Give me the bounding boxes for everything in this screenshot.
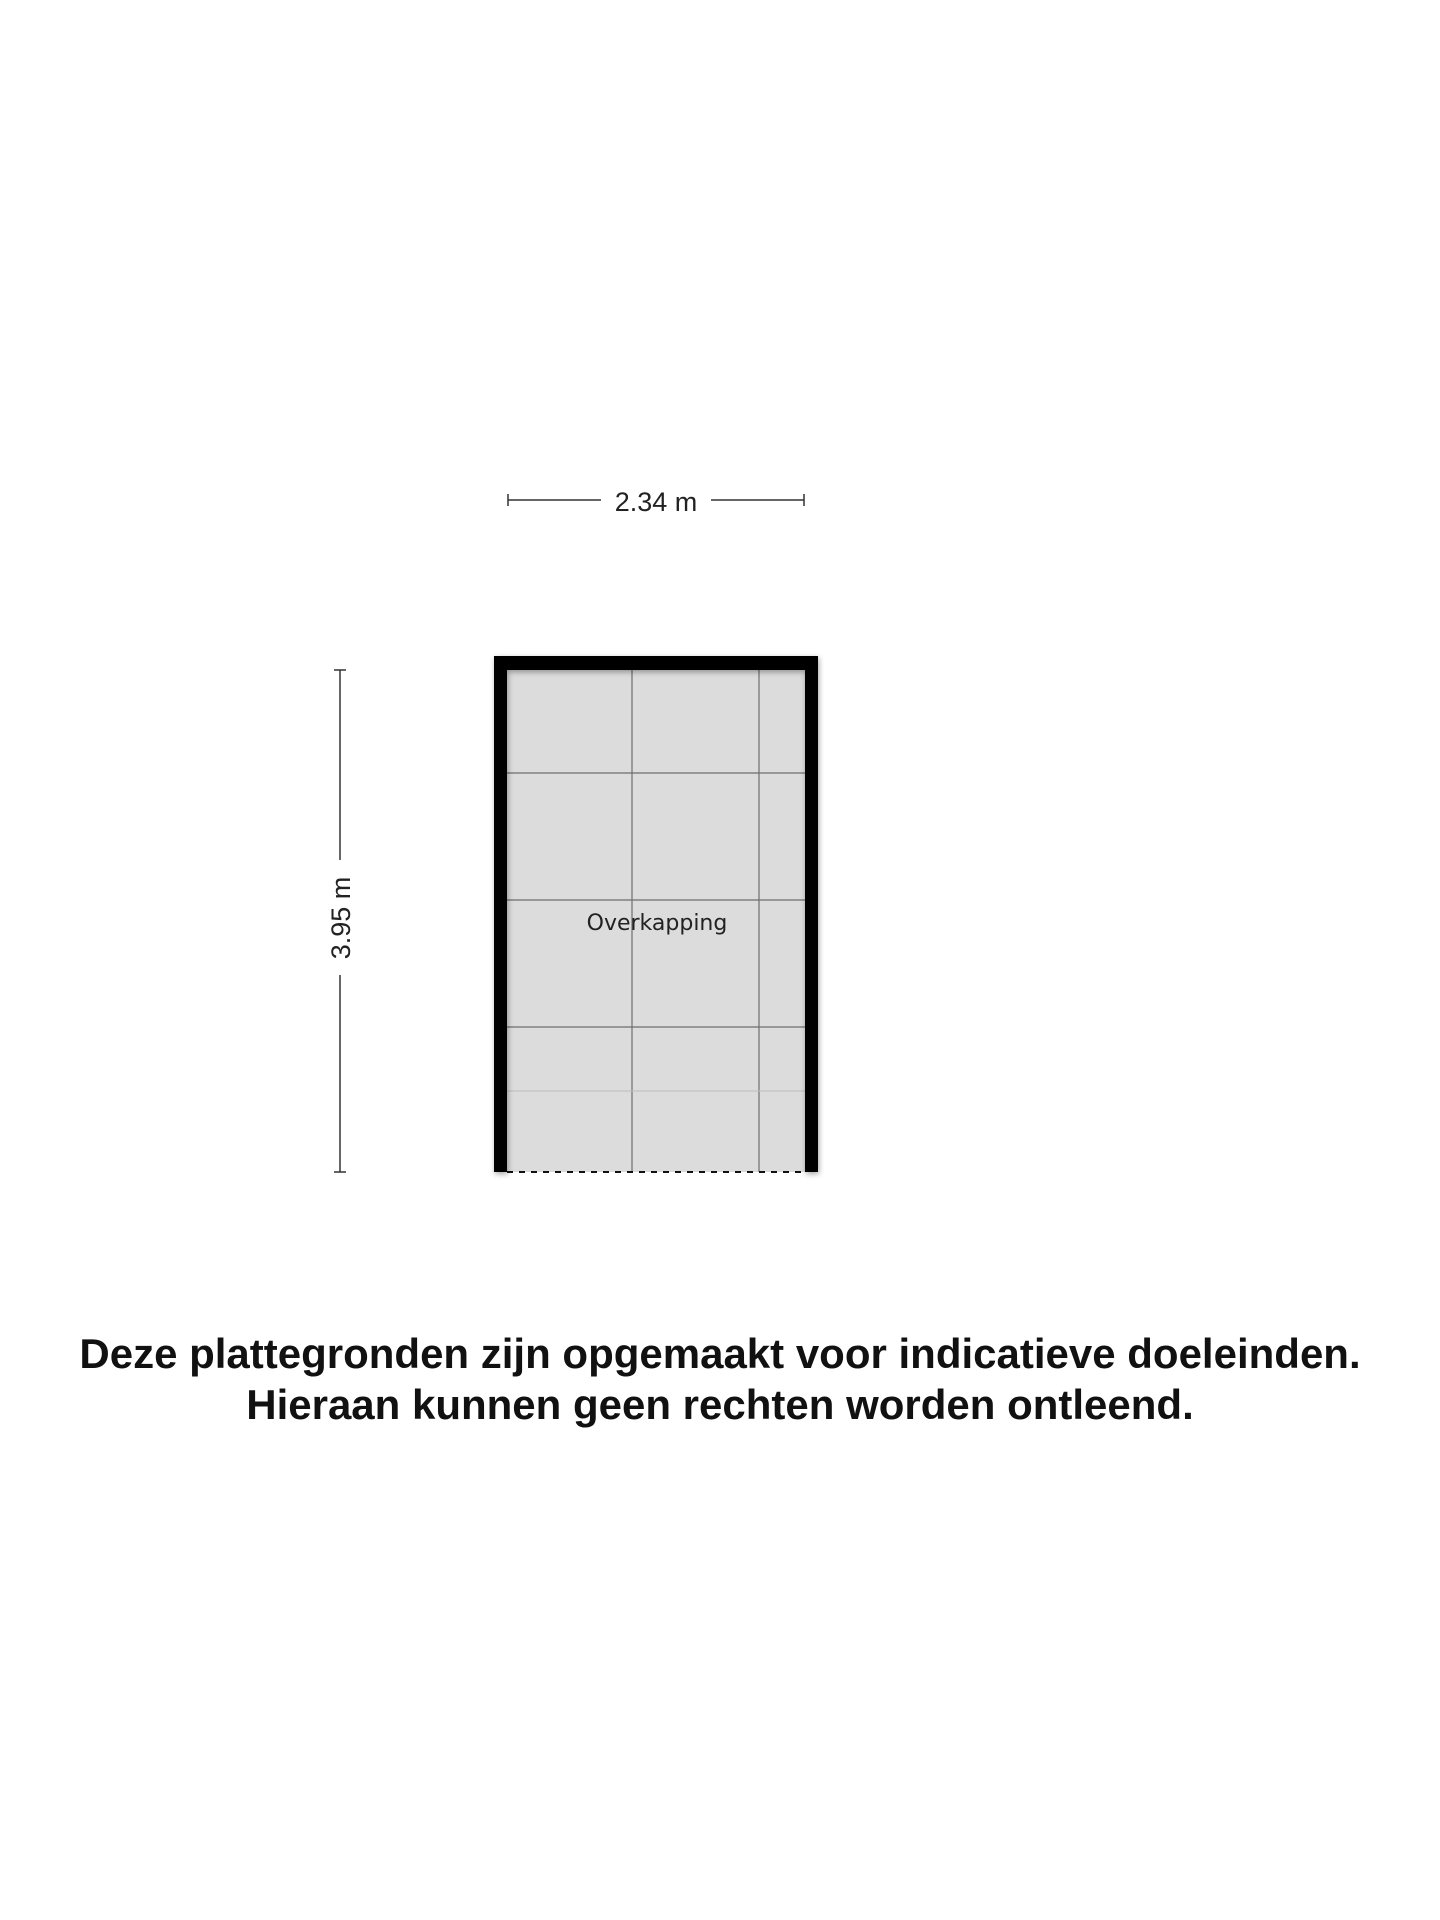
disclaimer-line-2: Hieraan kunnen geen rechten worden ontleend. — [246, 1381, 1194, 1428]
room-overkapping — [494, 656, 819, 1174]
width-dimension — [508, 487, 804, 517]
disclaimer-line-1: Deze plattegronden zijn opgemaakt voor indicatieve doeleinden. — [79, 1330, 1361, 1377]
width-dimension-label: 2.34 m — [614, 487, 698, 517]
height-dimension — [326, 670, 356, 1172]
height-dimension-label: 3.95 m — [326, 876, 356, 960]
room-label: Overkapping — [586, 911, 728, 936]
